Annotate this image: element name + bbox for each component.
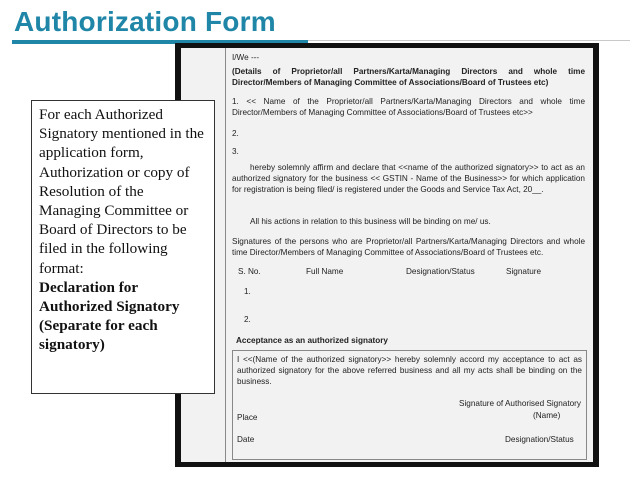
acceptance-heading: Acceptance as an authorized signatory: [236, 336, 388, 345]
callout-emphasis: Declaration for Authorized Signatory (Separate for each signatory): [39, 278, 180, 354]
document-image: [181, 48, 593, 462]
doc-line-iwe: I/We ---: [232, 53, 260, 62]
col-designation: Designation/Status: [406, 267, 475, 276]
col-signature: Signature: [506, 267, 542, 276]
doc-affirm: hereby solemnly affirm and declare that <<name of the authorized signatory>> to act as an authorized signatory for the business << GSTIN - Name of the Business>> for which application for registration is being filed/ is registered under the Goods and Service Tax Act, 20__.: [232, 163, 585, 194]
callout-box: [31, 100, 215, 394]
signature-label: Signature of Authorised Signatory: [459, 399, 581, 408]
acceptance-box: [232, 350, 587, 460]
callout-intro: For each Authorized Signatory mentioned in the application form, Authorization or copy of Resolution of the Managing Committee or Board of Directors to be filed in the following format:: [39, 106, 204, 277]
col-sno: S. No.: [238, 267, 261, 276]
slide-title: Authorization Form: [14, 6, 276, 37]
doc-item-1: 1. << Name of the Proprietor/all Partners/Karta/Managing Directors and whole time Director/Members of Managing Committee of Associations/Board of Trustees etc>>: [232, 97, 585, 117]
doc-details: (Details of Proprietor/all Partners/Karta/Managing Directors and whole time Director/Members of Managing Committee of Associations/Board of Trustees etc): [232, 67, 585, 87]
row-2: 2.: [244, 315, 251, 324]
document-content: [225, 48, 593, 462]
title-divider: [308, 40, 630, 41]
date-label: Date: [237, 435, 255, 444]
row-1: 1.: [244, 287, 251, 296]
doc-item-3: 3.: [232, 147, 239, 156]
acceptance-text: I <<(Name of the authorized signatory>> hereby solemnly accord my acceptance to act as authorized signatory for the above referred business and all my acts shall be binding on the business.: [237, 355, 582, 386]
place-label: Place: [237, 413, 258, 422]
doc-signatures: Signatures of the persons who are Proprietor/all Partners/Karta/Managing Directors and whole time Director/Members of Managing Committee of Associations/Board of Trustees etc.: [232, 237, 585, 257]
doc-item-2: 2.: [232, 129, 239, 138]
name-label: (Name): [533, 411, 561, 420]
designation-label: Designation/Status: [505, 435, 574, 444]
col-full-name: Full Name: [306, 267, 344, 276]
doc-binding: All his actions in relation to this business will be binding on me/ us.: [250, 217, 491, 226]
